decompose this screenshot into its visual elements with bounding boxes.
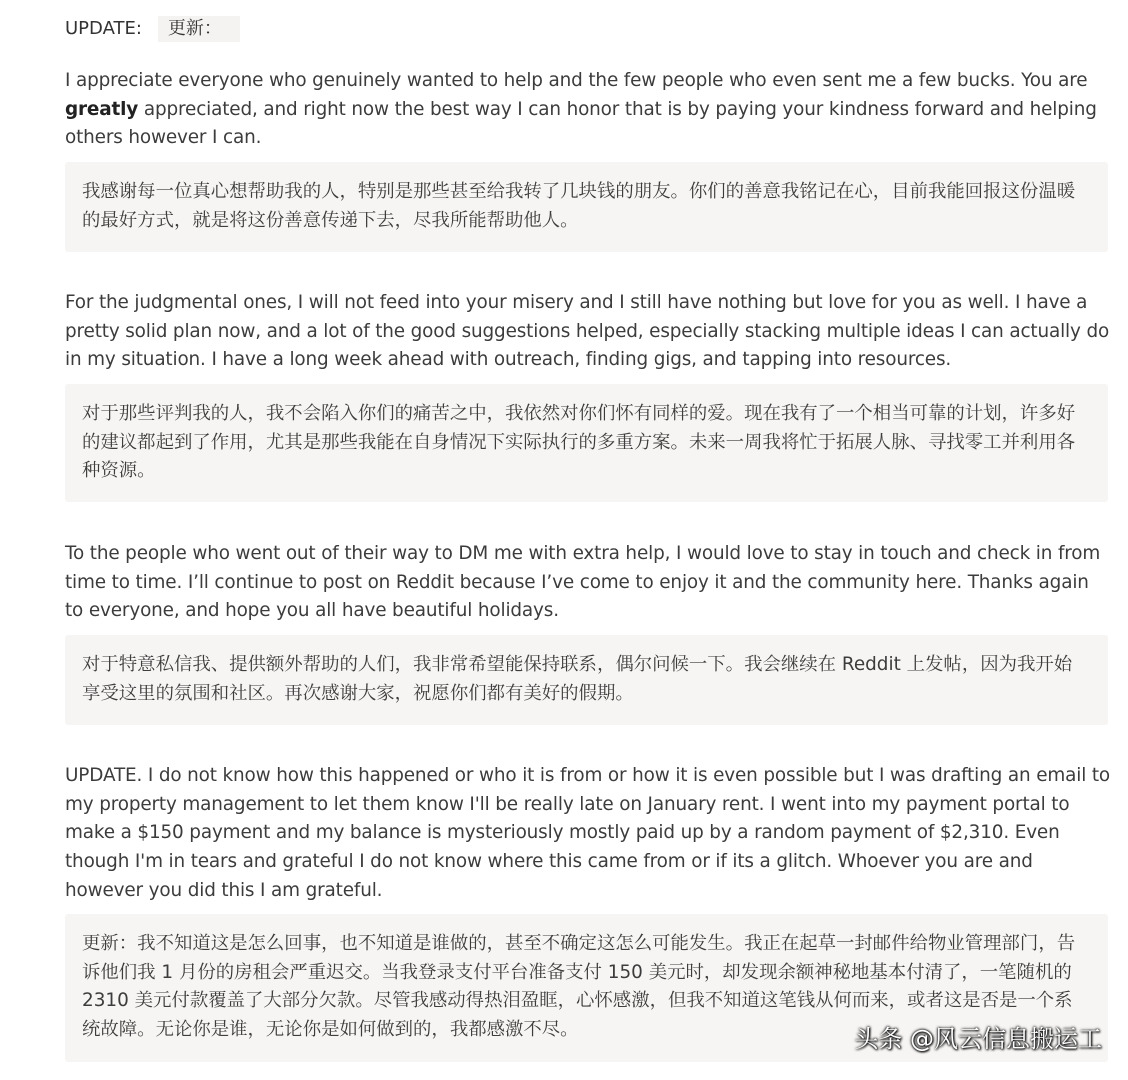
update-header (65, 16, 240, 42)
english-text: appreciated, and right now the best way I can honor that is by paying your kindness forward and helping others however I can. (65, 98, 1097, 149)
chinese-translation-3: 对于特意私信我、提供额外帮助的人们，我非常希望能保持联系，偶尔问候一下。我会继续在 Reddit 上发帖，因为我开始享受这里的氛围和社区。再次感谢大家，祝愿你们都有美好的假期。 (65, 635, 1108, 725)
english-paragraph-1 (65, 67, 1110, 153)
bold-emphasis: greatly (65, 98, 139, 120)
chinese-translation-2: 对于那些评判我的人，我不会陷入你们的痛苦之中，我依然对你们怀有同样的爱。现在我有了一个相当可靠的计划，许多好的建议都起到了作用，尤其是那些我能在自身情况下实际执行的多重方案。未来一周我将忙于拓展人脉、寻找零工并利用各种资源。 (65, 384, 1108, 502)
chinese-translation-1: 我感谢每一位真心想帮助我的人，特别是那些甚至给我转了几块钱的朋友。你们的善意我铭记在心，目前我能回报这份温暖的最好方式，就是将这份善意传递下去，尽我所能帮助他人。 (65, 162, 1108, 252)
watermark: 头条 @风云信息搬运工 (854, 1025, 1102, 1053)
english-text: I appreciate everyone who genuinely wanted to help and the few people who even sent me a few bucks. You are (65, 70, 1088, 91)
update-label-cn: 更新： (158, 16, 240, 42)
update-label: UPDATE: (65, 18, 142, 39)
english-paragraph-4: UPDATE. I do not know how this happened or who it is from or how it is even possible but I was drafting an email to my property management to let them know I'll be really late on January rent. I went into my payment portal to make a $150 payment and my balance is mysteriously mostly paid up by a random payment of $2,310. Even though I'm in tears and grateful I do not know where this came from or if its a glitch. Whoever you are and however you did this I am grateful. (65, 765, 1111, 901)
english-paragraph-3: To the people who went out of their way to DM me with extra help, I would love to stay in touch and check in from time to time. I’ll continue to post on Reddit because I’ve come to enjoy it and the community here. Thanks again to everyone, and hope you all have beautiful holidays. (65, 543, 1101, 622)
english-paragraph-2: For the judgmental ones, I will not feed into your misery and I still have nothing but love for you as well. I have a pretty solid plan now, and a lot of the good suggestions helped, especially stacking multiple ideas I can actually do in my situation. I have a long week ahead with outreach, finding gigs, and tapping into resources. (65, 292, 1110, 371)
chinese-translation-4: 更新：我不知道这是怎么回事，也不知道是谁做的，甚至不确定这怎么可能发生。我正在起草一封邮件给物业管理部门，告诉他们我 1 月份的房租会严重迟交。当我登录支付平台准备支付 150 美元时，却发现余额神秘地基本付清了，一笔随机的 2310 美元付款覆盖了大部分欠款。尽管我感动得热泪盈眶，心怀感激，但我不知道这笔钱从何而来，或者这是否是一个系统故障。无论你是谁，无论你是如何做到的，我都感激不尽。 (65, 914, 1108, 1062)
